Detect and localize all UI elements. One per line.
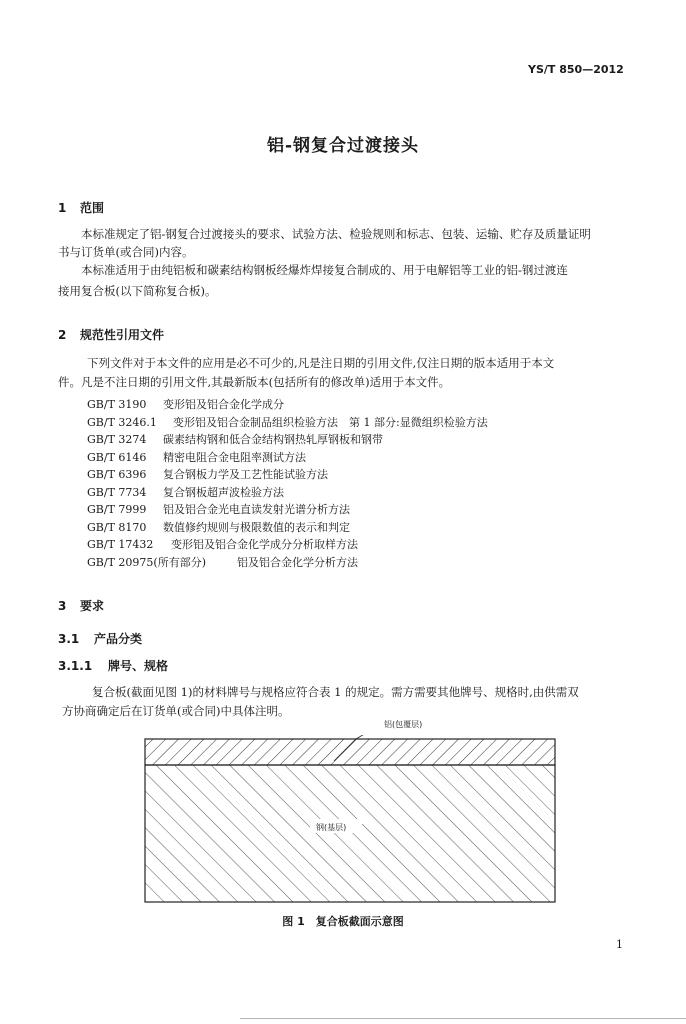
scope-para-1-line-1: 本标准规定了铝-钢复合过渡接头的要求、试验方法、检验规则和标志、包装、运输、贮存及质量证明 <box>81 227 591 241</box>
reference-code: GB/T 3274 <box>87 433 147 446</box>
steel-base-label: 钢(基层) <box>316 823 347 832</box>
reference-code: GB/T 17432 <box>87 538 154 551</box>
section-title: 范围 <box>80 201 105 215</box>
subsection-3-1-1-heading <box>58 657 168 674</box>
reference-item <box>87 484 488 502</box>
reference-title: 复合钢板力学及工艺性能试验方法 <box>163 468 328 481</box>
references-intro-line-2: 件。凡是不注日期的引用文件,其最新版本(包括所有的修改单)适用于本文件。 <box>58 375 451 389</box>
steel-base-layer <box>145 765 555 902</box>
reference-title: 碳素结构钢和低合金结构钢热轧厚钢板和钢带 <box>163 433 383 446</box>
scope-para-2-line-1: 本标准适用于由纯铝板和碳素结构钢板经爆炸焊接复合制成的、用于电解铝等工业的铝-钢过渡连 <box>81 263 568 277</box>
reference-item <box>87 449 488 467</box>
aluminum-cladding-layer <box>145 739 555 765</box>
section-title: 牌号、规格 <box>108 659 169 673</box>
reference-code: GB/T 20975(所有部分) <box>87 555 206 569</box>
reference-code: GB/T 6396 <box>87 468 147 481</box>
reference-code: GB/T 8170 <box>87 520 147 534</box>
reference-item <box>87 554 488 572</box>
subsection-3-1-heading <box>58 630 142 647</box>
reference-item <box>87 501 488 519</box>
reference-code: GB/T 7734 <box>87 485 147 499</box>
reference-code: GB/T 7999 <box>87 503 147 516</box>
reference-title: 变形铝及铝合金化学成分分析取样方法 <box>171 538 358 551</box>
scope-para-2-line-2: 接用复合板(以下简称复合板)。 <box>58 284 217 298</box>
section-number: 3 <box>58 599 67 613</box>
reference-list <box>87 396 488 571</box>
grades-para-line-2: 方协商确定后在订货单(或合同)中具体注明。 <box>62 704 290 718</box>
section-number: 1 <box>58 201 67 215</box>
reference-title: 变形铝及铝合金化学成分 <box>163 398 284 411</box>
section-number: 3.1.1 <box>58 659 93 673</box>
bottom-divider <box>240 1018 686 1019</box>
reference-item <box>87 536 488 554</box>
section-number: 2 <box>58 328 67 342</box>
section-2-heading <box>58 326 164 343</box>
section-number: 3.1 <box>58 632 80 646</box>
section-3-heading <box>58 597 104 614</box>
page-number: 1 <box>616 938 623 951</box>
section-title: 要求 <box>80 599 105 613</box>
reference-title: 复合钢板超声波检验方法 <box>163 485 284 499</box>
references-intro-line-1: 下列文件对于本文件的应用是必不可少的,凡是注日期的引用文件,仅注日期的版本适用于本文 <box>87 356 555 370</box>
document-title: 铝-钢复合过渡接头 <box>266 136 420 156</box>
reference-code: GB/T 3190 <box>87 398 147 411</box>
reference-item <box>87 431 488 449</box>
section-title: 产品分类 <box>94 632 143 646</box>
reference-title: 变形铝及铝合金制品组织检验方法 第 1 部分:显微组织检验方法 <box>173 415 488 429</box>
reference-item <box>87 466 488 484</box>
section-1-heading <box>58 199 104 216</box>
composite-plate-cross-section-figure <box>144 735 558 905</box>
reference-item <box>87 396 488 414</box>
reference-title: 精密电阻合金电阻率测试方法 <box>163 450 306 464</box>
aluminum-cladding-label: 铝(包覆层) <box>384 720 423 729</box>
reference-title: 数值修约规则与极限数值的表示和判定 <box>163 520 350 534</box>
reference-item <box>87 519 488 537</box>
reference-code: GB/T 3246.1 <box>87 415 157 429</box>
standard-code: YS/T 850—2012 <box>528 63 624 76</box>
scope-para-1-line-2: 书与订货单(或合同)内容。 <box>58 245 194 259</box>
reference-item <box>87 414 488 432</box>
figure-caption: 图 1 复合板截面示意图 <box>282 915 404 928</box>
reference-code: GB/T 6146 <box>87 450 147 464</box>
reference-title: 铝及铝合金光电直读发射光谱分析方法 <box>163 503 350 516</box>
section-title: 规范性引用文件 <box>80 328 165 342</box>
reference-title: 铝及铝合金化学分析方法 <box>237 555 358 569</box>
grades-para-line-1: 复合板(截面见图 1)的材料牌号与规格应符合表 1 的规定。需方需要其他牌号、规格时,由供需双 <box>92 685 579 699</box>
